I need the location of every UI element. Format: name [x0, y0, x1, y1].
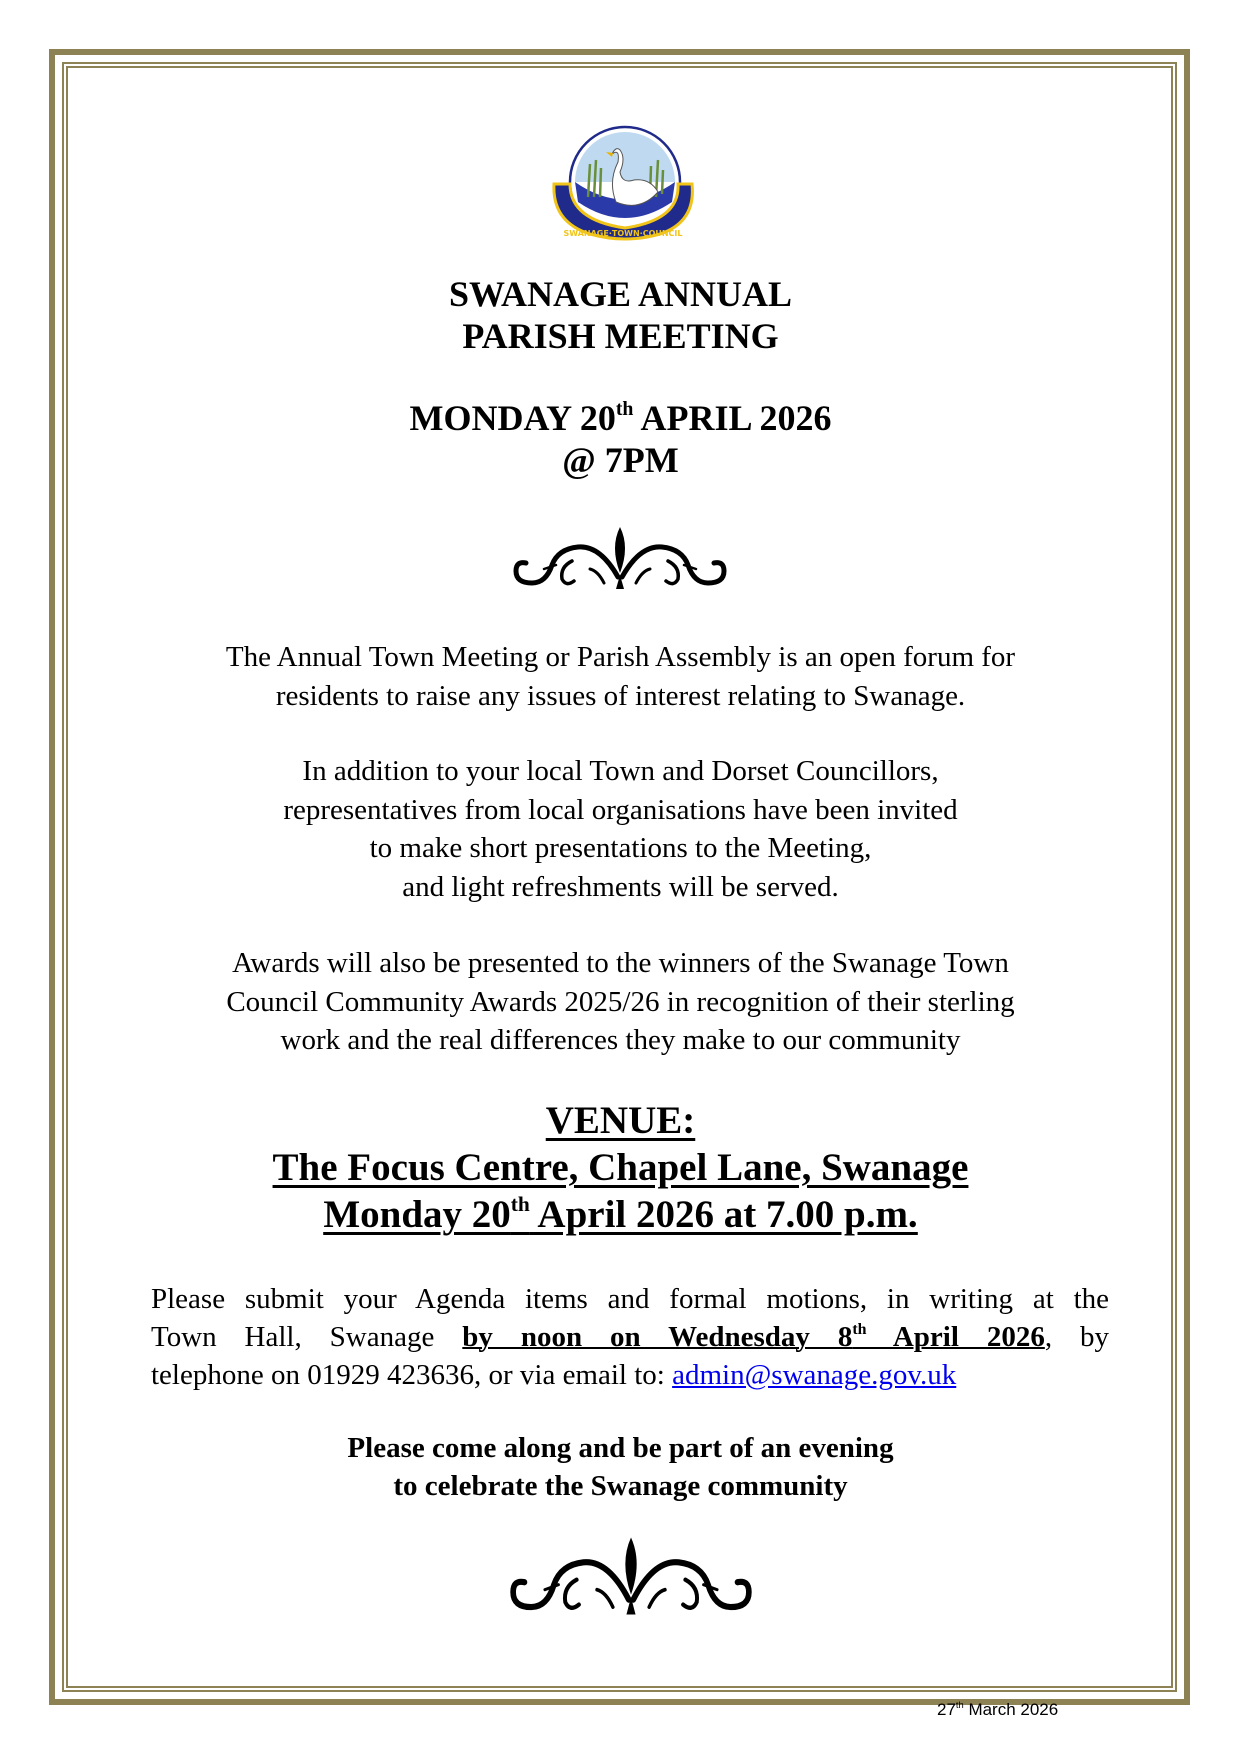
meeting-date-heading [0, 397, 1241, 481]
page-title [0, 273, 1241, 357]
submission-paragraph [151, 1280, 1109, 1394]
submission-deadline [462, 1321, 1045, 1353]
venue-block [0, 1097, 1241, 1238]
submission-line-1: Please submit your Agenda items and formal motions, in writing at the [151, 1283, 1109, 1315]
heading-day-suffix: th [615, 398, 634, 421]
title-line-2: PARISH MEETING [462, 316, 779, 356]
intro-paragraph [0, 638, 1241, 715]
submission-by: , by [1044, 1321, 1110, 1353]
heading-month-year: APRIL 2026 [633, 398, 832, 438]
venue-date-rest: April 2026 at 7.00 p.m. [529, 1193, 918, 1236]
footer-date-day: 27 [937, 1700, 956, 1719]
swanage-town-council-logo [550, 122, 696, 242]
intro-line: residents to raise any issues of interest relating to Swanage. [275, 679, 966, 712]
awards-line: Council Community Awards 2025/26 in recognition of their sterling [226, 985, 1015, 1018]
closing-message [0, 1429, 1241, 1505]
venue-datetime [323, 1193, 917, 1236]
closing-line: Please come along and be part of an evening [347, 1432, 894, 1464]
deadline-suffix: th [852, 1321, 867, 1339]
awards-line: Awards will also be presented to the winners of the Swanage Town [232, 947, 1009, 979]
submission-line-2 [151, 1318, 1109, 1356]
addition-line: and light refreshments will be served. [402, 870, 839, 903]
footer-date-rest: March 2026 [963, 1700, 1059, 1719]
submission-line-3 [151, 1356, 1109, 1394]
submission-phone: telephone on 01929 423636, or via email to: [151, 1359, 673, 1391]
footer-date-suffix: th [955, 1700, 964, 1710]
addition-line: In addition to your local Town and Dorset Councillors, [302, 755, 939, 787]
heading-day: MONDAY 20 [409, 398, 616, 438]
venue-date-suffix: th [510, 1191, 530, 1216]
closing-line: to celebrate the Swanage community [393, 1470, 848, 1502]
intro-line: The Annual Town Meeting or Parish Assembly is an open forum for [225, 641, 1016, 673]
venue-label: VENUE: [545, 1099, 696, 1142]
addition-line: representatives from local organisations have been invited [283, 793, 958, 826]
footer-date [937, 1700, 1058, 1720]
venue-place: The Focus Centre, Chapel Lane, Swanage [272, 1146, 969, 1189]
submission-location: Town Hall, Swanage [151, 1321, 463, 1353]
heading-time: @ 7PM [562, 440, 679, 480]
email-link[interactable]: admin@swanage.gov.uk [672, 1359, 957, 1391]
addition-line: to make short presentations to the Meeting, [369, 832, 872, 864]
ornament-divider-icon [495, 1535, 767, 1617]
deadline-text: by noon on Wednesday 8 [462, 1321, 853, 1353]
ornament-divider-icon [500, 525, 740, 591]
logo-text: SWANAGE·TOWN·COUNCIL [563, 229, 683, 238]
deadline-year: April 2026 [866, 1321, 1045, 1353]
title-line-1: SWANAGE ANNUAL [448, 274, 793, 314]
addition-paragraph [0, 752, 1241, 906]
awards-paragraph [0, 944, 1241, 1060]
awards-line: work and the real differences they make to our community [280, 1024, 961, 1056]
venue-date-day: Monday 20 [323, 1193, 511, 1236]
